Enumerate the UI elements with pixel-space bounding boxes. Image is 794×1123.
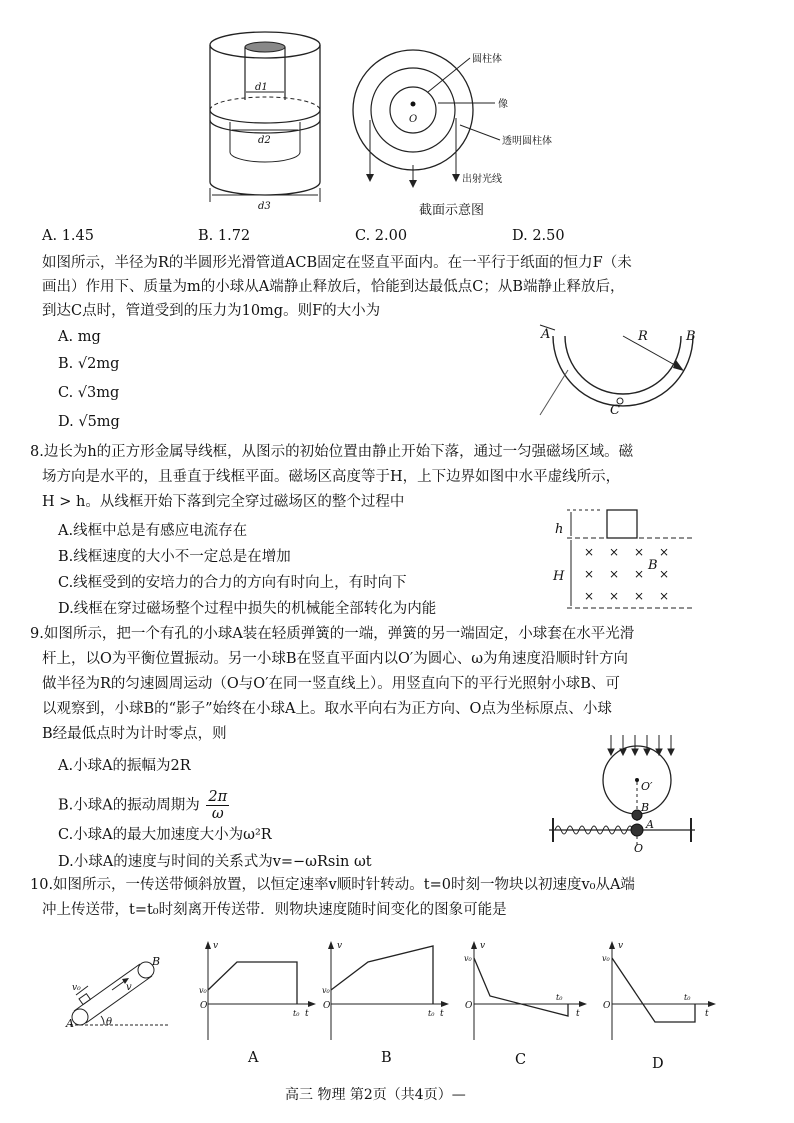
belt-label-v0: v₀ bbox=[72, 983, 81, 993]
q8-option-c: C.线框受到的安培力的合力的方向有时向上，有时向下 bbox=[58, 575, 407, 591]
q7-label-C: C bbox=[610, 403, 620, 418]
svg-text:×: × bbox=[659, 545, 670, 559]
graph-a-t: t bbox=[305, 1009, 309, 1019]
q8-stem-3: H > h。从线框开始下落到完全穿过磁场区的整个过程中 bbox=[42, 494, 405, 510]
q8-stem-1: 8.边长为h的正方形金属导线框，从图示的初始位置由静止开始下落，通过一匀强磁场区域。磁 bbox=[30, 444, 634, 460]
svg-text:×: × bbox=[609, 545, 620, 559]
graph-d-t: t bbox=[705, 1009, 709, 1019]
q7-stem-1: 如图所示，半径为R的半圆形光滑管道ACB固定在竖直平面内。在一平行于纸面的恒力F（未 bbox=[42, 255, 632, 271]
svg-text:×: × bbox=[659, 589, 670, 603]
label-d1: d1 bbox=[255, 82, 268, 93]
graph-d-v0: v₀ bbox=[602, 954, 610, 963]
belt-label-B: B bbox=[152, 955, 161, 968]
q9-stem-2: 杆上，以O为平衡位置振动。另一小球B在竖直平面内以O′为圆心、ω为角速度沿顺时针方向 bbox=[42, 651, 629, 667]
belt-label-A: A bbox=[66, 1017, 74, 1030]
label-cylinder: 圆柱体 bbox=[472, 54, 502, 65]
graph-a-v0: v₀ bbox=[199, 986, 207, 995]
q9-option-d: D.小球A的速度与时间的关系式为v=−ωRsin ωt bbox=[58, 854, 372, 870]
graph-b-v: v bbox=[337, 941, 343, 951]
svg-text:×: × bbox=[634, 589, 645, 603]
q7-option-a: A. mg bbox=[58, 329, 101, 345]
label-transparent: 透明圆柱体 bbox=[502, 136, 552, 147]
graph-d-O: O bbox=[603, 1001, 611, 1011]
graph-b bbox=[322, 941, 449, 1040]
graph-label-a: A bbox=[248, 1050, 259, 1066]
q9-label-Oprime: O′ bbox=[641, 780, 653, 793]
q9-stem-3: 做半径为R的匀速圆周运动（O与O′在同一竖直线上）。用竖直向下的平行光照射小球B、可 bbox=[42, 676, 620, 692]
svg-text:×: × bbox=[584, 567, 595, 581]
label-d2: d2 bbox=[258, 135, 271, 146]
graph-d-t0: t₀ bbox=[684, 993, 691, 1002]
label-d3: d3 bbox=[258, 201, 271, 212]
q10-stem-1: 10.如图所示，一传送带倾斜放置，以恒定速率v顺时针转动。t=0时刻一物块以初速度v₀从A端 bbox=[30, 877, 635, 893]
q7-option-c: C. √3mg bbox=[58, 385, 120, 401]
label-exit-ray: 出射光线 bbox=[462, 174, 502, 185]
graph-b-O: O bbox=[323, 1001, 331, 1011]
q6-option-b: B. 1.72 bbox=[198, 228, 251, 244]
graph-c bbox=[464, 941, 587, 1040]
graph-a-v: v bbox=[213, 941, 219, 951]
graph-b-v0: v₀ bbox=[322, 986, 330, 995]
q9-option-c: C.小球A的最大加速度大小为ω²R bbox=[58, 827, 272, 843]
svg-text:×: × bbox=[659, 567, 670, 581]
q9-option-a: A.小球A的振幅为2R bbox=[58, 758, 191, 774]
q7-label-R: R bbox=[638, 329, 648, 344]
q9-label-O: O bbox=[634, 842, 644, 855]
q8-option-b: B.线框速度的大小不一定总是在增加 bbox=[58, 549, 291, 565]
svg-text:×: × bbox=[584, 589, 595, 603]
graph-d bbox=[602, 941, 716, 1040]
q10-stem-2: 冲上传送带，t=t₀时刻离开传送带．则物块速度随时间变化的图象可能是 bbox=[42, 902, 507, 918]
q8-stem-2: 场方向是水平的，且垂直于线框平面。磁场区高度等于H，上下边界如图中水平虚线所示， bbox=[42, 469, 621, 485]
q9-label-B: B bbox=[641, 801, 650, 814]
belt-label-theta: θ bbox=[106, 1017, 113, 1028]
graph-label-c: C bbox=[515, 1052, 527, 1068]
graph-a bbox=[199, 941, 316, 1040]
q6-caption: 截面示意图 bbox=[419, 203, 485, 218]
q6-option-d: D. 2.50 bbox=[512, 228, 565, 244]
svg-text:×: × bbox=[634, 567, 645, 581]
graph-b-t: t bbox=[440, 1009, 444, 1019]
q7-stem-3: 到达C点时，管道受到的压力为10mg。则F的大小为 bbox=[42, 303, 381, 319]
graph-d-v: v bbox=[618, 941, 624, 951]
graph-c-v: v bbox=[480, 941, 486, 951]
q8-label-h: h bbox=[555, 522, 564, 537]
q9-period-num: 2π bbox=[208, 789, 228, 805]
graph-label-d: D bbox=[652, 1056, 664, 1072]
q7-label-B: B bbox=[686, 329, 696, 344]
svg-text:×: × bbox=[584, 545, 595, 559]
q8-label-H: H bbox=[553, 569, 565, 584]
graph-c-O: O bbox=[465, 1001, 473, 1011]
graph-b-t0: t₀ bbox=[428, 1009, 435, 1018]
q7-option-b: B. √2mg bbox=[58, 356, 120, 372]
q9-option-b-text: B.小球A的振动周期为 bbox=[58, 797, 200, 814]
q6-option-a: A. 1.45 bbox=[42, 228, 94, 244]
graph-c-t: t bbox=[576, 1009, 580, 1019]
graph-a-t0: t₀ bbox=[293, 1009, 300, 1018]
belt-label-v: v bbox=[126, 982, 132, 993]
q9-stem-5: B经最低点时为计时零点，则 bbox=[42, 726, 227, 742]
q7-stem-2: 画出）作用下、质量为m的小球从A端静止释放后，恰能到达最低点C；从B端静止释放后， bbox=[42, 279, 625, 295]
q9-stem-4: 以观察到，小球B的“影子”始终在小球A上。取水平向右为正方向、O点为坐标原点、小球 bbox=[42, 701, 612, 717]
svg-text:×: × bbox=[609, 567, 620, 581]
q7-option-d: D. √5mg bbox=[58, 414, 120, 430]
q9-stem-1: 9.如图所示，把一个有孔的小球A装在轻质弹簧的一端，弹簧的另一端固定，小球套在水平光滑 bbox=[30, 626, 635, 642]
page-footer: 高三 物理 第2页（共4页）— bbox=[285, 1087, 466, 1103]
q7-label-A: A bbox=[541, 327, 551, 342]
graph-c-v0: v₀ bbox=[464, 954, 472, 963]
q9-label-A: A bbox=[646, 818, 654, 831]
q6-option-c: C. 2.00 bbox=[355, 228, 408, 244]
graph-c-t0: t₀ bbox=[556, 993, 563, 1002]
q8-option-a: A.线框中总是有感应电流存在 bbox=[58, 523, 248, 539]
q10-belt-figure bbox=[65, 955, 168, 1030]
svg-text:×: × bbox=[634, 545, 645, 559]
label-image: 像 bbox=[498, 99, 508, 110]
svg-text:×: × bbox=[609, 589, 620, 603]
q9-period-den: ω bbox=[211, 806, 224, 822]
graph-label-b: B bbox=[381, 1050, 392, 1066]
q8-label-B: B bbox=[648, 558, 658, 573]
q8-option-d: D.线框在穿过磁场整个过程中损失的机械能全部转化为内能 bbox=[58, 601, 437, 617]
graph-a-O: O bbox=[200, 1001, 208, 1011]
label-O: O bbox=[409, 114, 418, 125]
